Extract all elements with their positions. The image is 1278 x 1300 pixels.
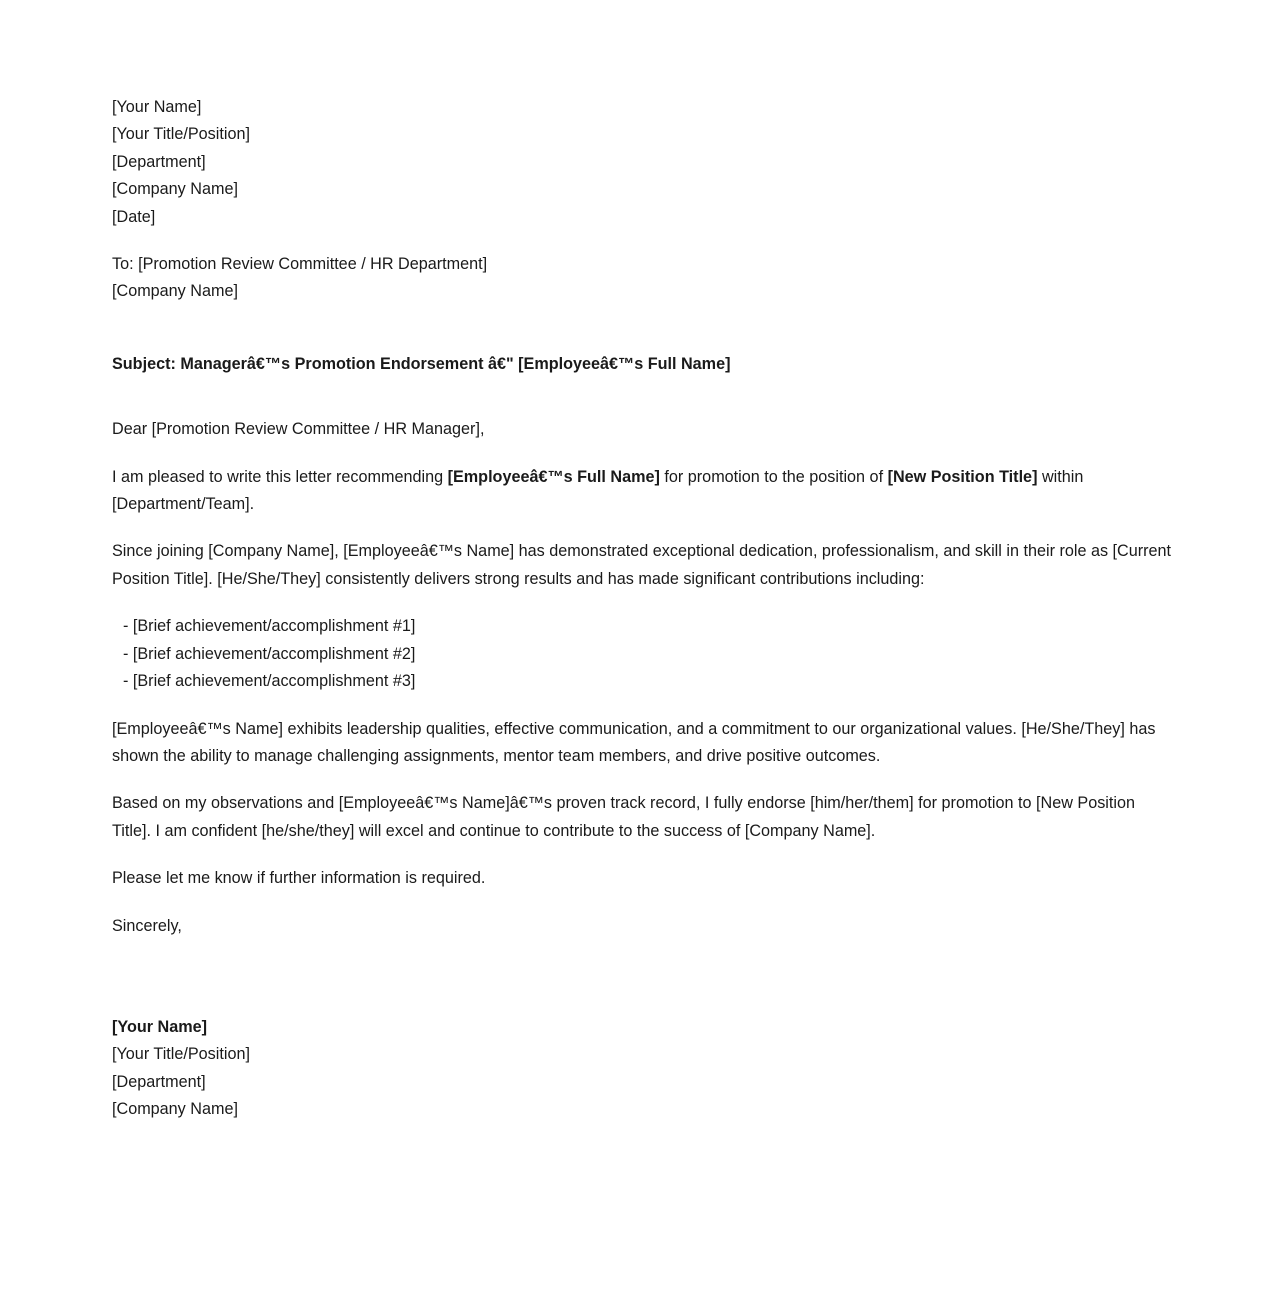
sender-address-block — [112, 94, 1172, 231]
salutation: Dear [Promotion Review Committee / HR Manager], — [112, 420, 485, 439]
letter-date: [Date] — [112, 207, 156, 226]
spacer — [112, 444, 1172, 464]
body-paragraph-2: Since joining [Company Name], [Employeeâ€™s Name] has demonstrated exceptional dedication, professionalism, and skill in their role as [Current Position Title]. [He/She/They] consistently delivers strong results and has made significant contributions including: — [112, 542, 1172, 588]
list-item: - [Brief achievement/accomplishment #2] — [123, 644, 416, 663]
signature-title: [Your Title/Position] — [112, 1045, 250, 1064]
p1-bold-employee-name: [Employeeâ€™s Full Name] — [447, 467, 660, 486]
spacer — [112, 893, 1172, 913]
p1-text-c: within [Department/Team]. — [112, 467, 1084, 514]
body-paragraph-4: Based on my observations and [Employeeâ€™s Name]â€™s proven track record, I fully endorse [him/her/them] for promotion to [New Position Title]. I am confident [he/she/they] will excel and continue to contribute to the success of [Company Name]. — [112, 794, 1135, 840]
spacer — [112, 696, 1172, 716]
p1-bold-new-position: [New Position Title] — [887, 467, 1038, 486]
p1-text-b: for promotion to the position of — [659, 467, 888, 486]
sender-title: [Your Title/Position] — [112, 125, 250, 144]
valediction: Sincerely, — [112, 916, 182, 935]
letter-body — [112, 94, 1172, 1124]
signature-block — [112, 1014, 1172, 1124]
spacer — [112, 845, 1172, 865]
signature-company: [Company Name] — [112, 1100, 238, 1119]
sender-company: [Company Name] — [112, 180, 238, 199]
spacer — [112, 306, 1172, 351]
spacer — [112, 378, 1172, 416]
spacer — [112, 231, 1172, 251]
recipient-address-block — [112, 251, 1172, 306]
subject-line: Subject: Managerâ€™s Promotion Endorsement â€" [Employeeâ€™s Full Name] — [112, 354, 731, 373]
signature-name: [Your Name] — [112, 1017, 208, 1036]
spacer — [112, 518, 1172, 538]
sender-name: [Your Name] — [112, 98, 202, 116]
spacer — [112, 770, 1172, 790]
recipient-company: [Company Name] — [112, 282, 238, 301]
list-item: - [Brief achievement/accomplishment #3] — [123, 672, 416, 691]
body-paragraph-3: [Employeeâ€™s Name] exhibits leadership qualities, effective communication, and a commitment to our organizational values. [He/She/They] has shown the ability to manage challenging assignments, mentor team members, and drive positive outcomes. — [112, 719, 1156, 765]
p1-text-a: I am pleased to write this letter recommending — [112, 467, 448, 486]
list-item: - [Brief achievement/accomplishment #1] — [123, 617, 416, 636]
achievements-list — [112, 613, 1172, 695]
spacer — [112, 593, 1172, 613]
body-paragraph-1 — [112, 464, 1172, 519]
signature-space — [112, 940, 1172, 1014]
sender-department: [Department] — [112, 152, 206, 171]
signature-department: [Department] — [112, 1072, 206, 1091]
body-paragraph-5: Please let me know if further information is required. — [112, 869, 486, 888]
recipient-line: To: [Promotion Review Committee / HR Department] — [112, 255, 488, 274]
